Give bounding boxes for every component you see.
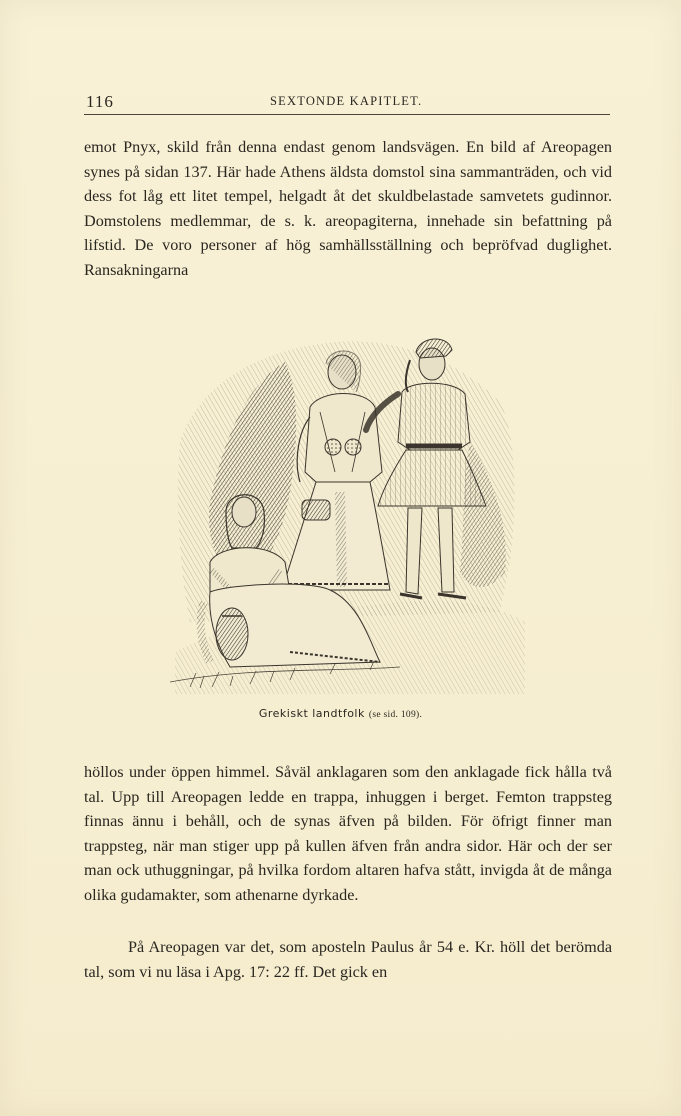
engraving-illustration (170, 322, 530, 694)
chapter-title: SEXTONDE KAPITLET. (270, 94, 423, 108)
paragraph-3: På Areopagen var det, som aposteln Paulus år 54 e. Kr. höll det berömda tal, som vi nu läsa i Apg. 17: 22 ff. Det gick en (84, 938, 612, 981)
caption-main: Grekiskt landtfolk (258, 707, 365, 720)
caption-reference: (se sid. 109). (368, 710, 423, 720)
running-head (84, 90, 610, 115)
figure-caption (0, 707, 681, 720)
paragraph-2: höllos under öppen himmel. Såväl anklagaren som den anklagade fick hålla två tal. Upp till Areopagen ledde en trappa, inhuggen i berget. Femton trappsteg finnas ännu i behåll, och de synas äfven på bilden. För öfrigt finner man trappsteg, när man stiger upp på kullen äfven från andra sidor. Här och der ser man ock uthuggningar, på hvilka fordom altaren hafva stått, invigda åt de många olika gudamakter, som athenarne dyrkade. (84, 763, 612, 904)
page-number: 116 (86, 92, 114, 111)
paragraph-1: emot Pnyx, skild från denna endast genom landsvägen. En bild af Areopagen synes på sidan 137. Här hade Athens äldsta domstol sina sammanträden, och vid dess fot låg ett litet tempel, helgadt åt det skuldbelastade samvetets gudinnor. Domstolens medlemmar, de s. k. areopagiterna, innehade sin befattning på lifstid. De voro personer af hög samhällsställning och bepröfvad duglighet. Ransakningarna (84, 138, 612, 279)
